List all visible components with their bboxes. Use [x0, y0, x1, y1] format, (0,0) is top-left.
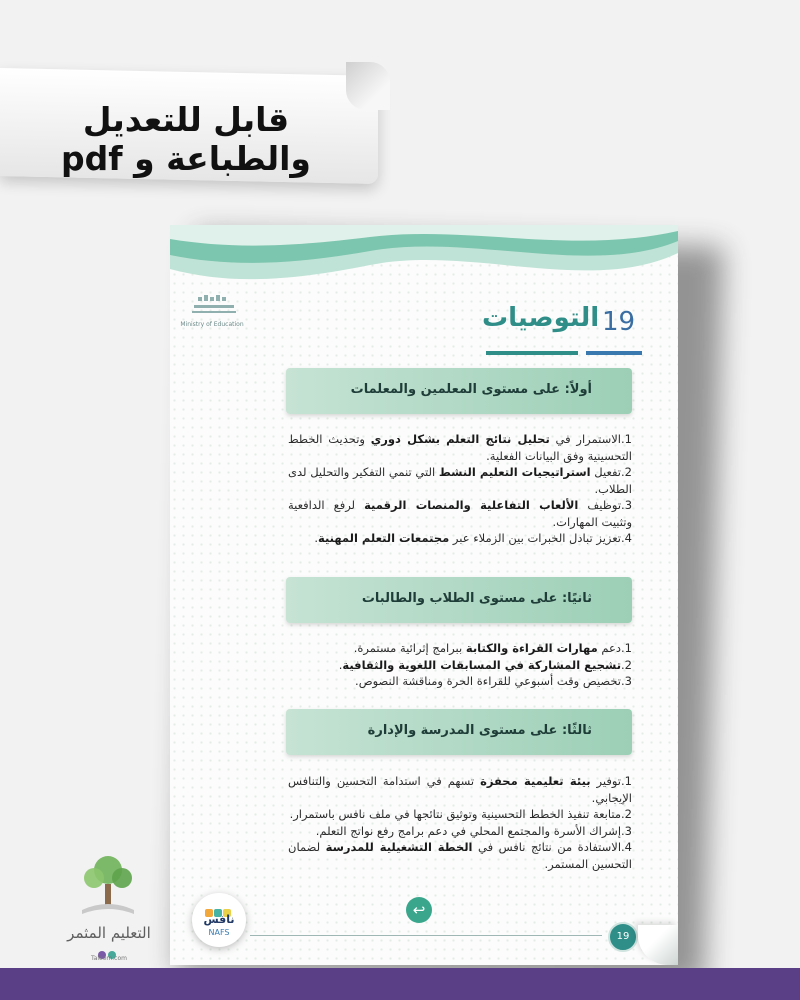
list-item: 3.إشراك الأسرة والمجتمع المحلي في دعم برامج رفع نواتج التعلم. — [315, 823, 632, 838]
bottom-color-strip — [0, 968, 800, 1000]
section-header — [286, 709, 632, 755]
header-wave — [170, 225, 678, 305]
nafs-logo-arabic: نافس — [203, 913, 235, 926]
section-title: ثالثًا: على مستوى المدرسة والإدارة — [367, 723, 592, 738]
page-number-badge: 19 — [608, 922, 638, 952]
ministry-name: Ministry of Education — [180, 321, 244, 328]
list-item: 3.تخصيص وقت أسبوعي للقراءة الحرة ومناقشة النصوص. — [355, 674, 632, 688]
title-underline-green — [486, 351, 578, 355]
nafs-logo — [192, 893, 246, 947]
section-title: ثانيًا: على مستوى الطلاب والطالبات — [361, 591, 592, 606]
document-page — [170, 225, 678, 965]
list-item: 1.دعم مهارات القراءة والكتابة ببرامج إثرائية مستمرة. — [353, 641, 632, 655]
section-list — [288, 773, 632, 872]
list-item: 2.تفعيل استراتيجيات التعليم النشط التي تنمي التفكير والتحليل لدى الطلاب. — [288, 465, 632, 496]
brand-website: Taleem.com — [91, 955, 127, 962]
page-title-number: 19 — [602, 307, 636, 337]
section-title: أولاً: على مستوى المعلمين والمعلمات — [350, 382, 592, 397]
footer-divider — [250, 935, 602, 936]
nafs-logo-english: NAFS — [208, 928, 230, 937]
list-item: 4.الاستفادة من نتائج نافس في الخطة التشغيلية للمدرسة لضمان التحسين المستمر. — [288, 840, 632, 871]
section-list — [288, 640, 632, 690]
section-header — [286, 577, 632, 623]
list-item: 2.تشجيع المشاركة في المسابقات اللغوية والثقافية. — [338, 657, 632, 672]
page-title: التوصيات — [482, 303, 600, 333]
brand-name: التعليم المثمر — [67, 924, 151, 942]
list-item: 3.توظيف الألعاب التفاعلية والمنصات الرقمية لرفع الدافعية وتثبيت المهارات. — [288, 498, 633, 529]
list-item: 4.تعزيز تبادل الخبرات بين الزملاء عبر مجتمعات التعلم المهنية. — [314, 531, 632, 545]
tree-logo-icon — [76, 850, 140, 920]
section-list — [288, 431, 632, 547]
title-underline-blue — [586, 351, 642, 355]
banner-text: قابل للتعديل والطباعة و pdf — [61, 100, 311, 178]
list-item: 1.الاستمرار في تحليل نتائج التعلم بشكل دوري وتحديث الخطط التحسينية وفق البيانات الفعلية. — [288, 432, 632, 463]
back-arrow-button[interactable]: ↩ — [406, 897, 432, 923]
list-item: 2.متابعة تنفيذ الخطط التحسينية وتوثيق نتائجها في ملف نافس باستمرار. — [289, 807, 632, 821]
page-curl-corner — [638, 925, 678, 965]
section-header — [286, 368, 632, 414]
list-item: 1.توفير بيئة تعليمية محفزة تسهم في استدامة التحسين والتنافس الإيجابي. — [288, 774, 632, 805]
